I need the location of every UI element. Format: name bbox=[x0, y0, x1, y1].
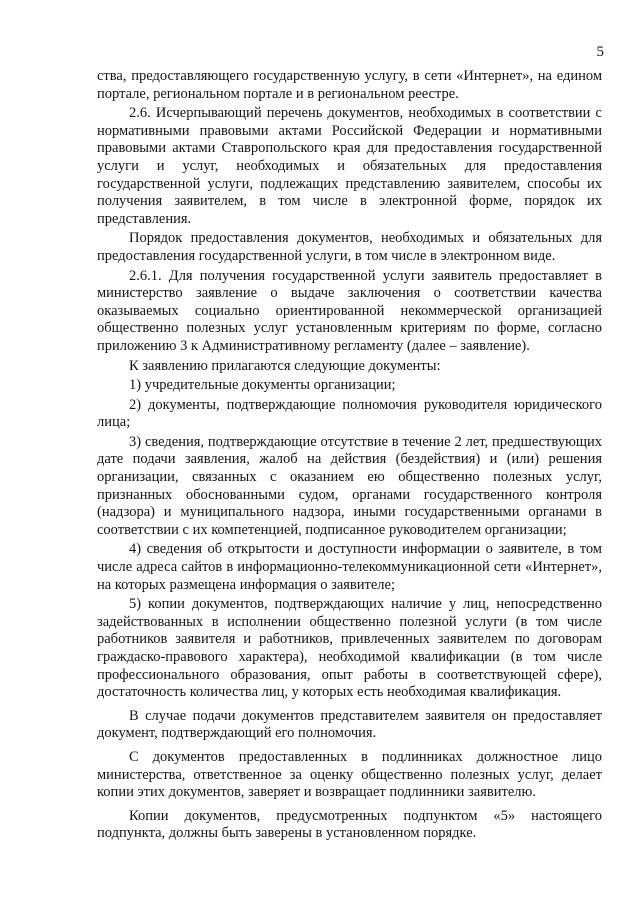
list-item-3: 3) сведения, подтверждающие отсутствие в течение 2 лет, предшествующих дате подачи заявления, жалоб на действия (бездействия) и (или) решения организации, связанных с оказанием ею общественно полезных услуг, признанных обоснованными судом, органами государственного контроля (надзора) и муниципального надзора, иными государственными органами в соответствии с их компетенцией, подписанное руководителем организации; bbox=[97, 433, 602, 538]
paragraph-continuation: ства, предоставляющего государственную услугу, в сети «Интернет», на едином портале, региональном портале и в региональном реестре. bbox=[97, 68, 602, 102]
paragraph-procedure: Порядок предоставления документов, необходимых и обязательных для предоставления государственной услуги, в том числе в электронном виде. bbox=[97, 230, 602, 264]
paragraph-2-6: 2.6. Исчерпывающий перечень документов, необходимых в соответствии с нормативными правовыми актами Российской Федерации и нормативными правовыми актами Ставропольского края для предоставления государственной услуги и услуг, необходимых и обязательных для предоставления государственной услуги, подлежащих представлению заявителем, способы их получения заявителем, в том числе в электронной форме, порядок их представления. bbox=[97, 105, 602, 227]
paragraph-representative: В случае подачи документов представителем заявителя он предоставляет документ, подтверждающий его полномочия. bbox=[97, 707, 602, 742]
paragraph-copies: Копии документов, предусмотренных подпунктом «5» настоящего подпункта, должны быть заверены в установленном порядке. bbox=[97, 807, 602, 842]
list-item-4: 4) сведения об открытости и доступности информации о заявителе, в том числе адреса сайтов в информационно-телекоммуникационной сети «Интернет», на которых размещена информация о заявителе; bbox=[97, 541, 602, 593]
document-body bbox=[97, 68, 602, 843]
list-item-1: 1) учредительные документы организации; bbox=[129, 377, 396, 394]
paragraph-originals: С документов предоставленных в подлинниках должностное лицо министерства, ответственное за оценку общественно полезных услуг, делает копии этих документов, заверяет и возвращает подлинники заявителю. bbox=[97, 748, 602, 801]
paragraph-attachments-intro: К заявлению прилагаются следующие документы: bbox=[129, 357, 441, 374]
list-item-2: 2) документы, подтверждающие полномочия руководителя юридического лица; bbox=[97, 396, 602, 431]
page-number: 5 bbox=[596, 44, 604, 60]
paragraph-2-6-1: 2.6.1. Для получения государственной услуги заявитель предоставляет в министерство заявление о выдаче заключения о соответствии качества оказываемых социально ориентированной некоммерческой организацией общественно полезных услуг установленным критериям по форме, согласно приложению 3 к Административному регламенту (далее – заявление). bbox=[97, 267, 602, 354]
list-item-5: 5) копии документов, подтверждающих наличие у лиц, непосредственно задействованных в исполнении общественно полезной услуги (в том числе работников заявителя и работников, привлеченных заявителем по договорам граждаско-правового характера), необходимой квалификации (в том числе профессионального образования, опыт работы в соответствующей сфере), достаточность количества лиц, у которых есть необходимая квалификация. bbox=[97, 596, 602, 701]
